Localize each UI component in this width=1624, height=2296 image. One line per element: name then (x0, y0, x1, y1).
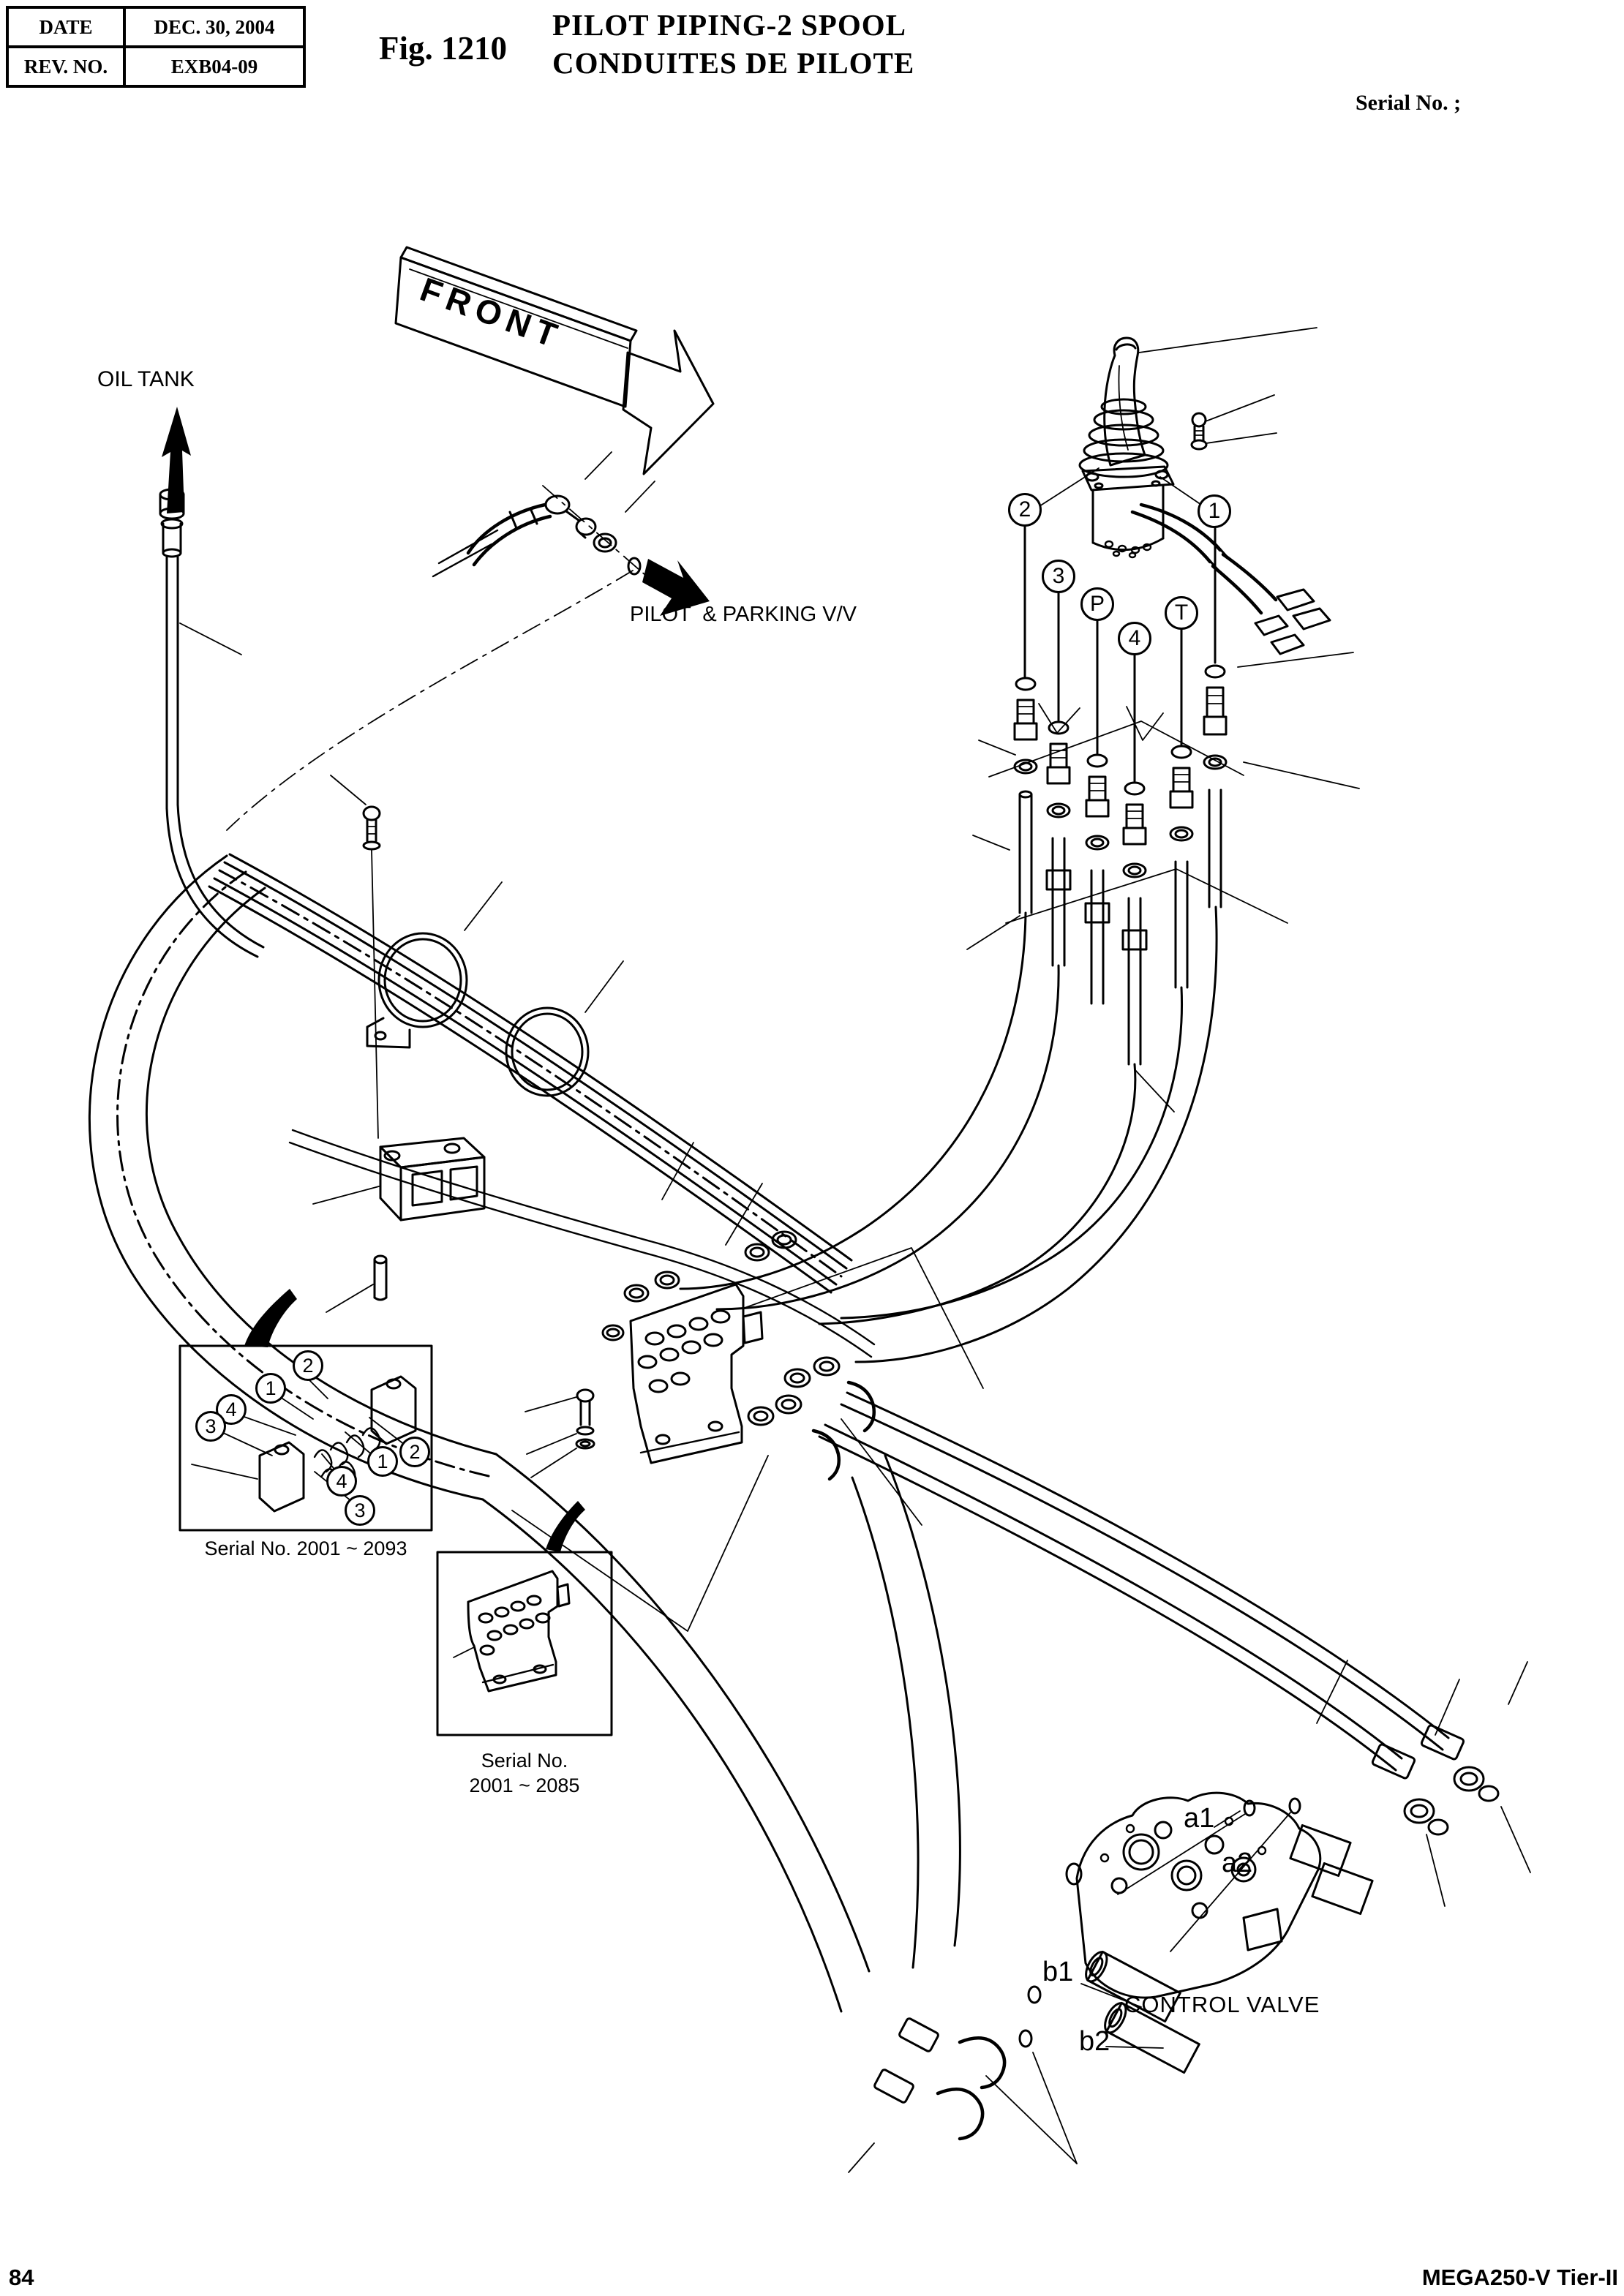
table-row (7, 47, 304, 86)
inset-callout-3a: 3 (195, 1411, 226, 1442)
bracket-inset-graphic (437, 1501, 612, 1735)
inset-callout-1b: 1 (367, 1446, 398, 1477)
port-label-a2: a2 (1222, 1848, 1253, 1878)
fitting-column-4 (1123, 783, 1174, 1112)
control-valve-label: CONTROL VALVE (1124, 1992, 1320, 2017)
fitting-column-2 (967, 678, 1037, 949)
inset-callout-1a: 1 (255, 1373, 286, 1404)
control-valve-graphic (1067, 1793, 1372, 2072)
model-label: MEGA250-V Tier-II (1421, 2265, 1618, 2290)
fitting-column-3 (1047, 722, 1070, 966)
fitting-column-T (1170, 746, 1192, 987)
revision-table (6, 6, 306, 88)
port-label-a1: a1 (1184, 1803, 1215, 1834)
inset-callout-4b: 4 (326, 1466, 357, 1497)
date-value: DEC. 30, 2004 (124, 7, 304, 47)
hose-bundle (209, 854, 852, 1292)
callout-2: 2 (1008, 493, 1042, 527)
clamp-inset-caption: Serial No. 2001 ~ 2093 (204, 1537, 407, 1559)
port-label-b1: b1 (1042, 1957, 1074, 1987)
revno-label: REV. NO. (7, 47, 124, 86)
callout-1: 1 (1198, 494, 1231, 528)
inset-callout-2b: 2 (399, 1437, 430, 1467)
a-port-fittings (1118, 1660, 1530, 1951)
port-label-b2: b2 (1079, 2026, 1110, 2057)
bracket-inset-caption-line2: 2001 ~ 2085 (469, 1774, 580, 1796)
callout-3: 3 (1042, 560, 1075, 593)
callout-T: T (1165, 596, 1198, 630)
pilot-valve-hose (227, 452, 710, 830)
inset-callout-2a: 2 (293, 1350, 323, 1381)
exploded-fittings (967, 652, 1359, 1112)
page-number: 84 (9, 2265, 34, 2290)
descending-hoses (483, 1393, 1448, 2011)
callout-P: P (1080, 587, 1114, 621)
page-title-fr: CONDUITES DE PILOTE (552, 46, 915, 80)
oil-tank-label: OIL TANK (97, 367, 195, 391)
bracket-inset-caption-line1: Serial No. (481, 1750, 568, 1772)
front-label: FRONT (415, 269, 568, 357)
inset-callout-3b: 3 (345, 1495, 375, 1526)
pilot-parking-label: PILOT & PARKING V/V (630, 603, 857, 626)
revno-value: EXB04-09 (124, 47, 304, 86)
page-title: PILOT PIPING-2 SPOOL (552, 8, 906, 42)
center-bracket (512, 1143, 983, 1631)
callout-4: 4 (1118, 622, 1151, 655)
ring-clamps (331, 775, 623, 1138)
figure-number: Fig. 1210 (379, 30, 507, 67)
date-label: DATE (7, 7, 124, 47)
fitting-column-1 (1204, 666, 1226, 907)
inset-callout-4a: 4 (216, 1394, 247, 1425)
serial-note: Serial No. ; (1356, 91, 1462, 115)
table-row (7, 7, 304, 47)
fitting-column-P (1086, 755, 1109, 1004)
